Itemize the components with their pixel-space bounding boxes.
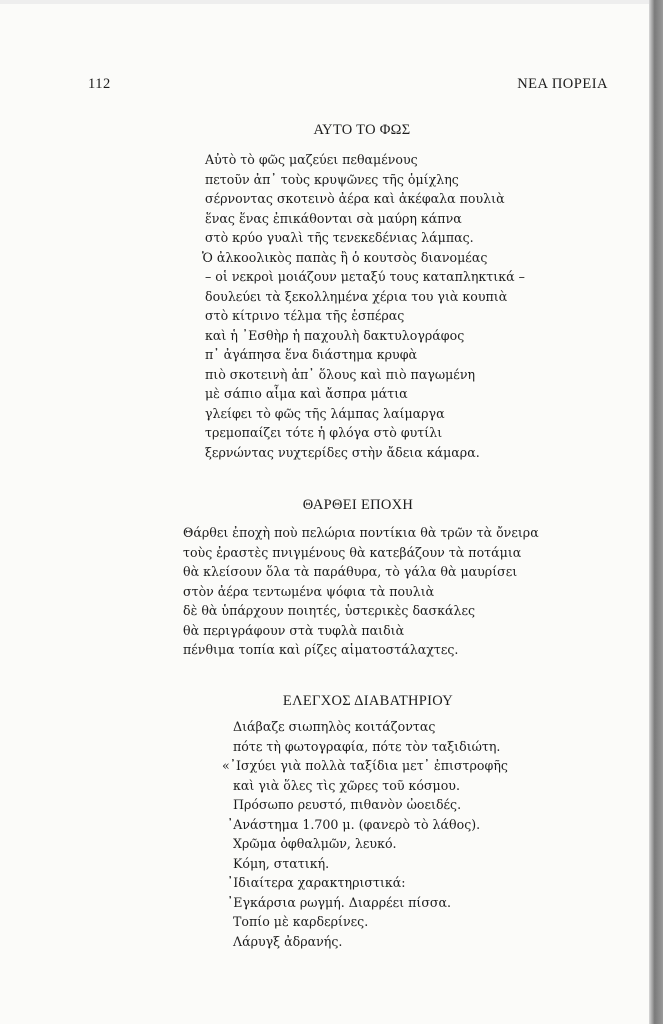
poem-line: τρεμοπαίζει τότε ἡ φλόγα στὸ φυτίλι (205, 425, 443, 440)
poem-line: στὸν ἀέρα τεντωμένα ψόφια τὰ πουλιὰ (183, 583, 435, 599)
poem-line: δὲ θὰ ὑπάρχουν ποιητές, ὑστερικὲς δασκάλες (183, 603, 476, 618)
poem-line: σέρνοντας σκοτεινὸ ἀέρα καὶ ἀκέφαλα πουλιὰ (205, 191, 505, 206)
poem-line: δουλεύει τὰ ξεκολλημένα χέρια του γιὰ κουπιὰ (205, 288, 508, 304)
poem-body (183, 523, 539, 660)
poem-line: Κόμη, στατική. (233, 855, 330, 871)
poem-line: Τοπίο μὲ καρδερίνες. (233, 914, 369, 929)
poem-title: ΘΑΡΘΕΙ ΕΠΟΧΗ (302, 497, 414, 513)
poem-line: θὰ περιγράφουν στὰ τυφλὰ παιδιὰ (183, 622, 405, 638)
poem-line: Ὁ ἀλκοολικὸς παπὰς ἢ ὁ κουτσὸς διανομέας (202, 249, 488, 265)
poem-line: πιὸ σκοτεινὴ ἀπ᾽ ὅλους καὶ πιὸ παγωμένη (205, 366, 476, 382)
poem-line: τοὺς ἐραστὲς πνιγμένους θὰ κατεβάζουν τὰ ποτάμια (183, 544, 522, 560)
poem-line: γλείφει τὸ φῶς τῆς λάμπας λαίμαργα (205, 405, 445, 421)
poem-line: «᾽Ισχύει γιὰ πολλὰ ταξίδια μετ᾽ ἐπιστροφῆς (222, 758, 508, 773)
poem-line: Λάρυγξ ἀδρανής. (233, 933, 343, 949)
poem-line: στὸ κίτρινο τέλμα τῆς ἑσπέρας (205, 308, 405, 323)
poem-line: πετοῦν ἀπ᾽ τοὺς κρυψῶνες τῆς ὁμίχλης (205, 171, 459, 187)
running-title: ΝΕΑ ΠΟΡΕΙΑ (517, 76, 608, 92)
poem-line: Χρῶμα ὀφθαλμῶν, λευκό. (233, 836, 397, 851)
page-number: 112 (88, 76, 111, 92)
poem-line: ᾽Ανάστημα 1.700 μ. (φανερὸ τὸ λάθος). (227, 816, 481, 832)
poem-line: μὲ σάπιο αἷμα καὶ ἄσπρα μάτια (205, 386, 408, 401)
scan-edge (0, 0, 663, 4)
poem-line: – οἱ νεκροὶ μοιάζουν μεταξύ τους καταπληκτικά – (205, 269, 525, 284)
poem-line: ἕνας ἕνας ἐπικάθονται σὰ μαύρη κάπνα (205, 210, 462, 226)
poem-line: ξερνώντας νυχτερίδες στὴν ἄδεια κάμαρα. (205, 444, 480, 460)
poem-line: Αὐτὸ τὸ φῶς μαζεύει πεθαμένους (205, 152, 418, 167)
poem-line: Θάρθει ἐποχὴ ποὺ πελώρια ποντίκια θὰ τρῶν τὰ ὄνειρα (183, 525, 539, 540)
book-binding-shadow (649, 0, 663, 1024)
poem-body (202, 150, 525, 462)
poem-title: ΕΛΕΓΧΟΣ ΔΙΑΒΑΤΗΡΙΟΥ (282, 693, 454, 709)
poem-line: καὶ γιὰ ὅλες τὶς χῶρες τοῦ κόσμου. (233, 777, 460, 793)
poem-line: στὸ κρύο γυαλὶ τῆς τενεκεδένιας λάμπας. (205, 230, 474, 245)
poem-line: Πρόσωπο ρευστό, πιθανὸν ὠοειδές. (233, 797, 462, 812)
poem-line: ᾽Εγκάρσια ρωγμή. Διαρρέει πίσσα. (227, 894, 452, 910)
poem-line: Διάβαζε σιωπηλὸς κοιτάζοντας (233, 719, 436, 734)
poem-title: ΑΥΤΟ ΤΟ ΦΩΣ (313, 122, 411, 138)
poem-line: πότε τὴ φωτογραφία, πότε τὸν ταξιδιώτη. (233, 738, 501, 754)
poem-line: καὶ ἡ ᾽Εσθὴρ ἡ παχουλὴ δακτυλογράφος (205, 327, 465, 343)
poem-line: ᾽Ιδιαίτερα χαρακτηριστικά: (227, 875, 406, 890)
poem-line: θὰ κλείσουν ὅλα τὰ παράθυρα, τὸ γάλα θὰ μαυρίσει (183, 564, 518, 579)
poem-line: πένθιμα τοπία καὶ ρίζες αἱματοστάλαχτες. (183, 642, 459, 657)
poem-body (222, 717, 508, 951)
poem-line: π᾽ ἀγάπησα ἕνα διάστημα κρυφὰ (205, 347, 418, 362)
